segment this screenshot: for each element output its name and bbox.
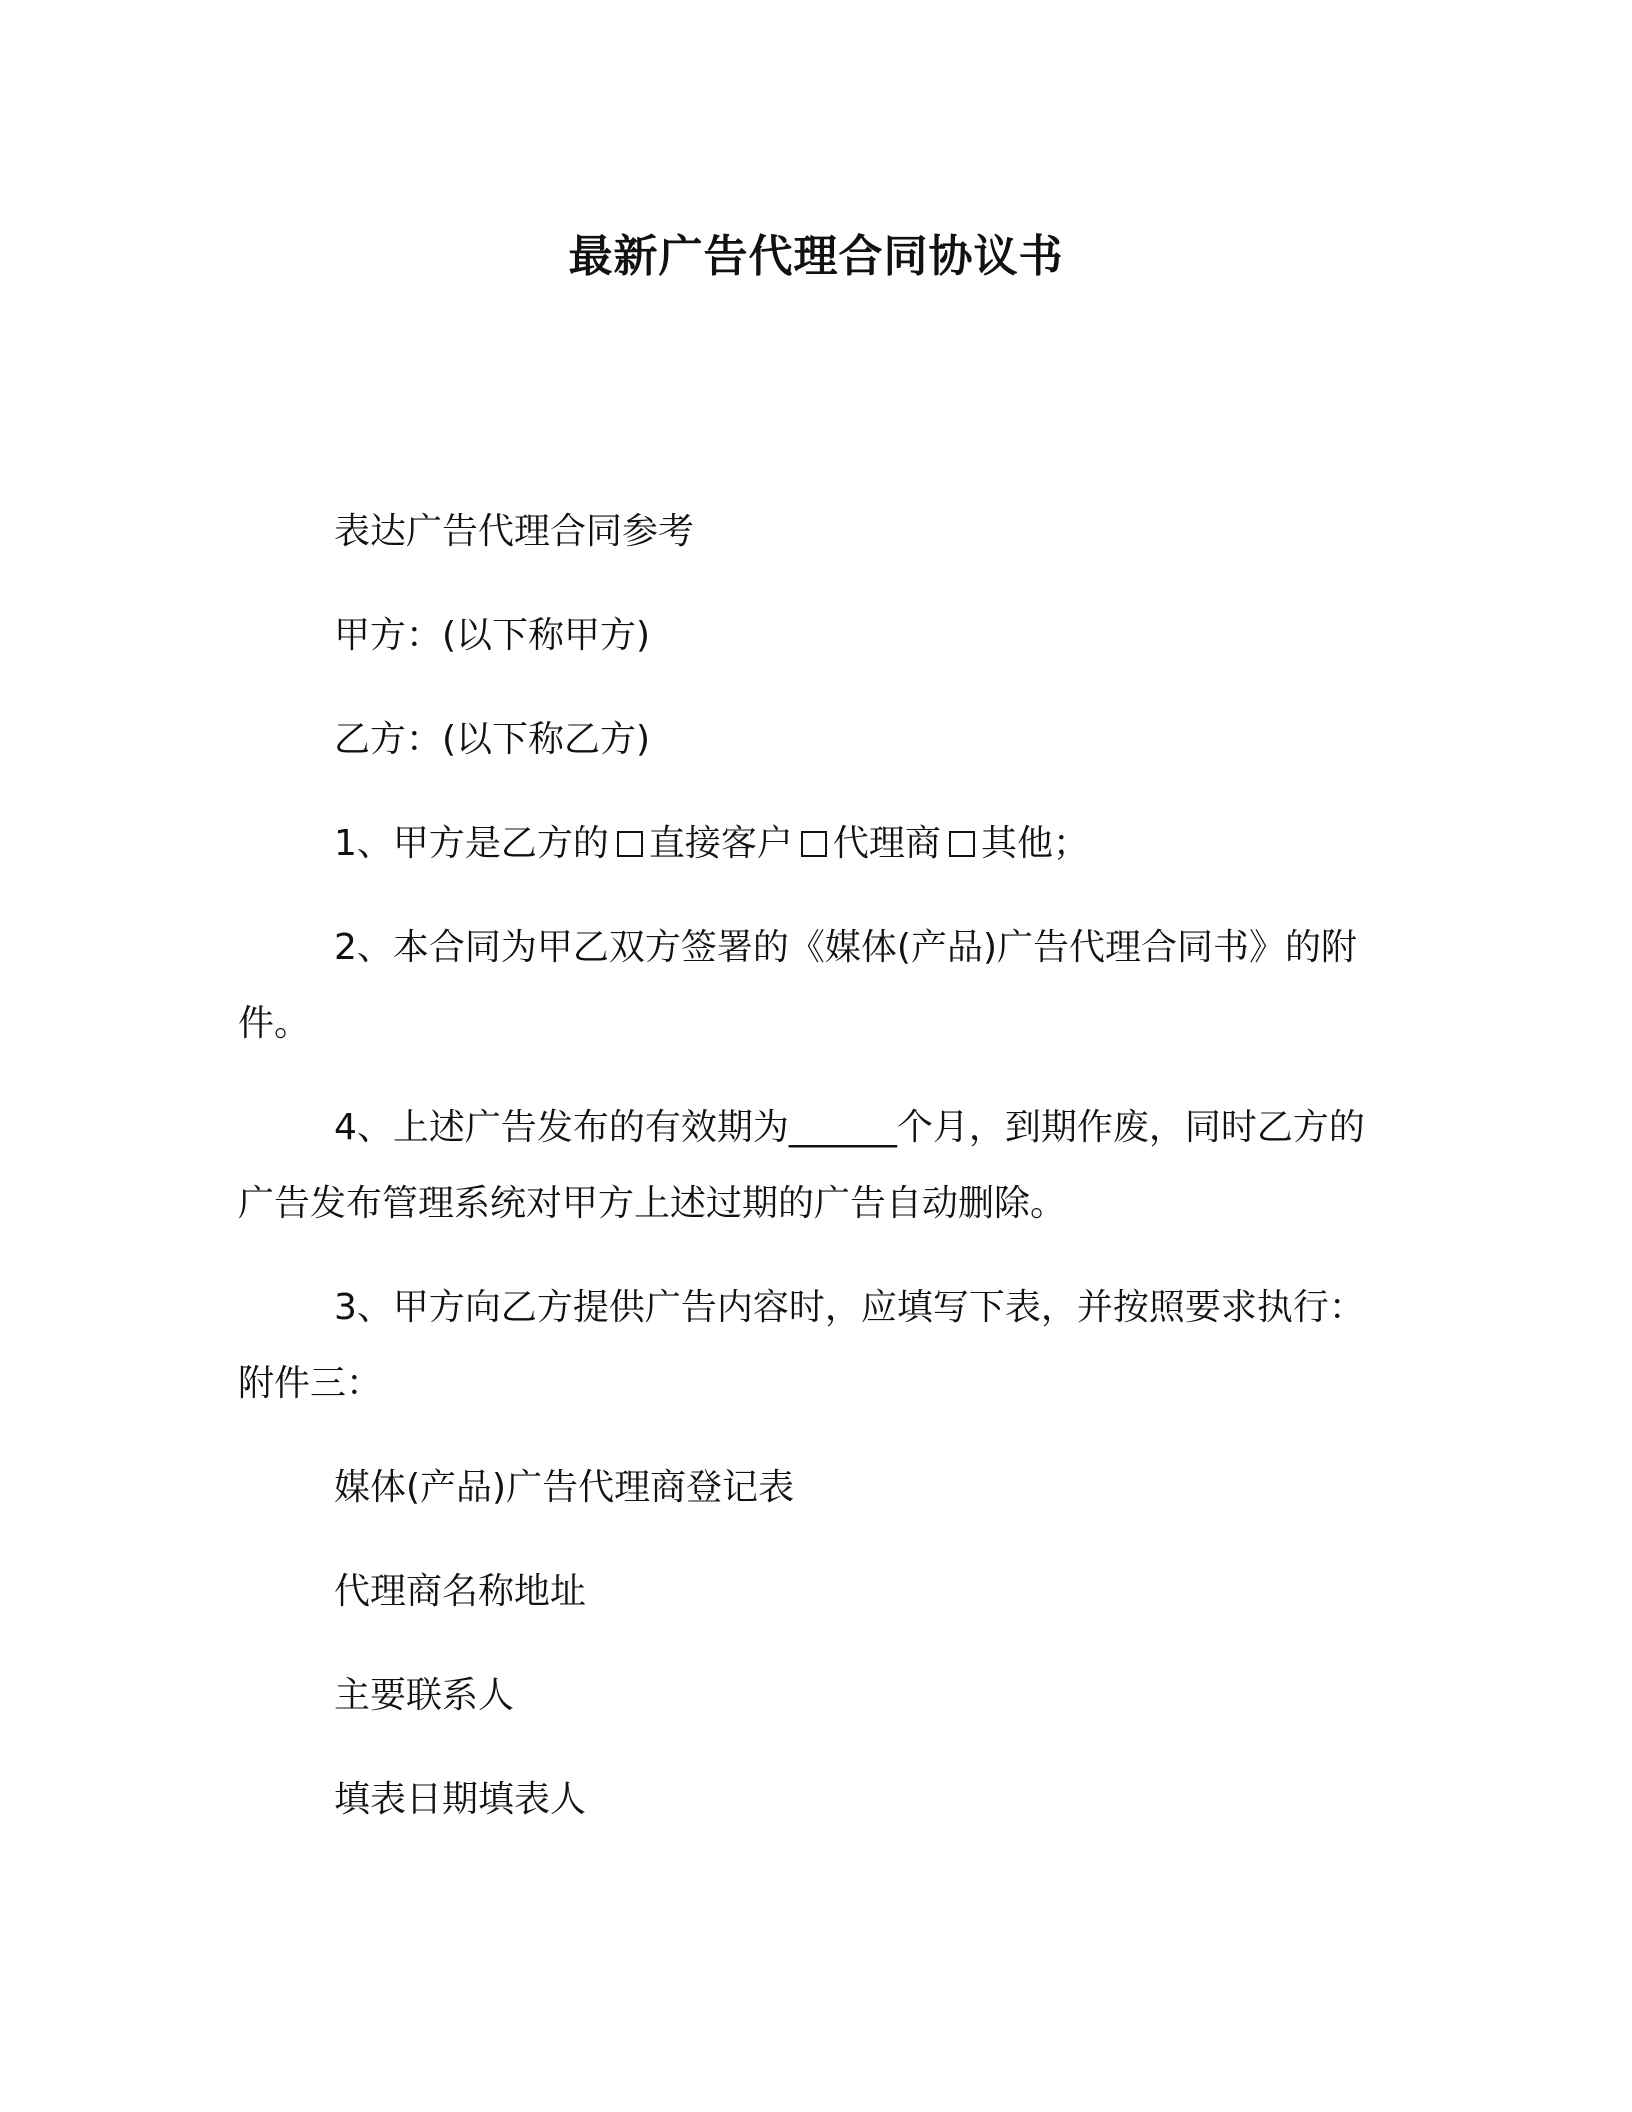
paragraph-form-title: 媒体(产品)广告代理商登记表: [334, 1467, 795, 1508]
document-title: 最新广告代理合同协议书: [568, 231, 1064, 282]
paragraph-clause-1: [238, 806, 1396, 882]
checkbox-other[interactable]: [949, 831, 975, 857]
paragraph-clause-3: 3、甲方向乙方提供广告内容时，应填写下表，并按照要求执行：: [334, 1287, 1365, 1328]
paragraph-fill-date: 填表日期填表人: [334, 1779, 587, 1820]
paragraph-party-a: 甲方：(以下称甲方): [334, 615, 651, 656]
option-agent: 代理商: [832, 823, 941, 864]
option-direct-client: 直接客户: [648, 823, 793, 864]
paragraph-main-contact: 主要联系人: [334, 1675, 515, 1716]
paragraph-intro: 表达广告代理合同参考: [334, 511, 695, 552]
paragraph-party-b: 乙方：(以下称乙方): [334, 719, 651, 760]
clause-1-prefix: 1、甲方是乙方的: [334, 823, 609, 864]
paragraph-attachment-3: 附件三：: [238, 1363, 383, 1404]
paragraph-clause-2: 2、本合同为甲乙双方签署的《媒体(产品)广告代理合同书》的附件。: [238, 927, 1357, 1044]
checkbox-agent[interactable]: [801, 831, 827, 857]
option-other: 其他；: [980, 823, 1089, 864]
checkbox-direct-client[interactable]: [617, 831, 643, 857]
paragraph-agent-name-address: 代理商名称地址: [334, 1571, 587, 1612]
paragraph-clause-4: 4、上述广告发布的有效期为______个月，到期作废，同时乙方的广告发布管理系统对甲方上述过期的广告自动删除。: [238, 1107, 1365, 1224]
document-body: [238, 494, 1396, 1866]
